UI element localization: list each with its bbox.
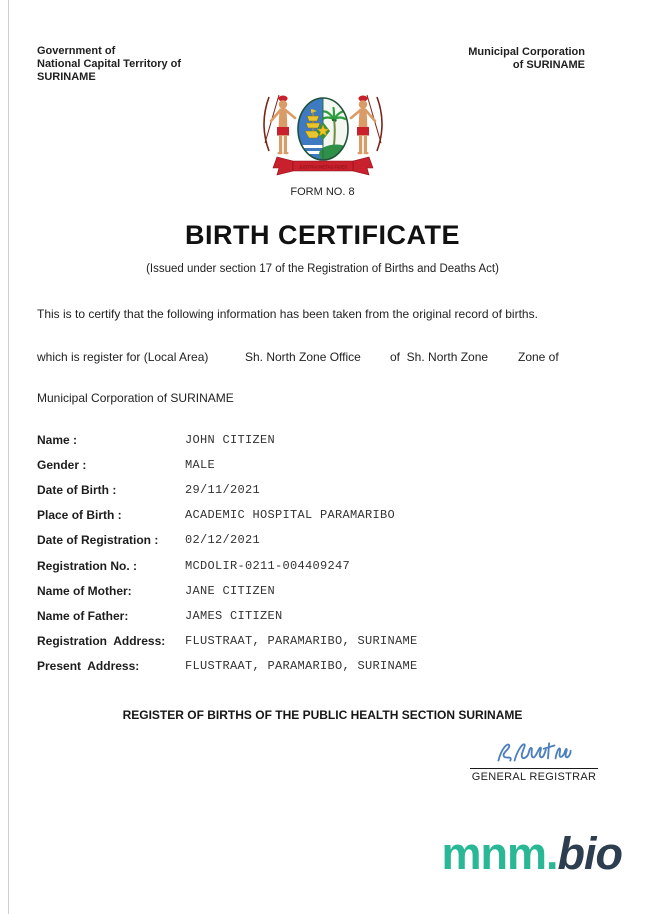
page-title: BIRTH CERTIFICATE [185, 220, 460, 250]
field-value: FLUSTRAAT, PARAMARIBO, SURINAME [185, 659, 418, 674]
field-row-registration-address [37, 629, 597, 654]
register-zone-value: of Sh. North Zone [390, 350, 489, 364]
field-label: Date of Registration : [37, 533, 159, 548]
title-subtext: (Issued under section 17 of the Registration of Births and Deaths Act) [146, 263, 499, 275]
field-label: Present Address: [37, 659, 140, 674]
field-value: 29/11/2021 [185, 482, 261, 497]
field-row-gender [37, 452, 597, 477]
field-row-name [37, 427, 597, 452]
field-row-place-of-birth [37, 503, 597, 528]
field-label: Gender : [37, 457, 87, 472]
issuing-authority-line: National Capital Territory of [37, 58, 182, 70]
certificate-fields [37, 427, 597, 679]
mnm-bio-watermark [442, 828, 623, 880]
field-value: JANE CITIZEN [185, 583, 276, 598]
suriname-coat-of-arms-icon [262, 91, 384, 179]
emblem-motto: JUSTITIA PIETAS FIDES [298, 164, 348, 170]
field-value: MALE [185, 457, 216, 472]
register-of-births-heading: REGISTER OF BIRTHS OF THE PUBLIC HEALTH SECTION SURINAME [122, 708, 523, 722]
issuing-authority-line: SURINAME [37, 71, 96, 83]
form-number: FORM NO. 8 [290, 186, 355, 198]
issuing-authority-left [37, 45, 181, 84]
field-label: Registration Address: [37, 634, 166, 649]
field-row-father-name [37, 603, 597, 628]
registrar-signature [495, 739, 573, 767]
field-row-date-of-registration [37, 528, 597, 553]
field-value: 02/12/2021 [185, 533, 261, 548]
issuing-authority-line: of SURINAME [512, 59, 585, 71]
register-corporation-line: Municipal Corporation of SURINAME [37, 391, 234, 405]
register-office-value: Sh. North Zone Office [245, 350, 361, 364]
field-value: JOHN CITIZEN [185, 432, 276, 447]
field-label: Registration No. : [37, 558, 138, 573]
field-row-present-address [37, 654, 597, 679]
watermark-mnm: mnm. [441, 828, 558, 879]
issuing-authority-right [468, 46, 585, 72]
field-value: JAMES CITIZEN [185, 608, 283, 623]
field-row-mother-name [37, 578, 597, 603]
register-line [0, 350, 645, 366]
field-label: Name of Father: [37, 608, 129, 623]
signatory-title: GENERAL REGISTRAR [471, 771, 597, 783]
scan-edge-line [8, 0, 9, 914]
field-row-registration-no [37, 553, 597, 578]
field-label: Name of Mother: [37, 583, 132, 598]
signature-line [470, 768, 598, 769]
issuing-authority-line: Government of [37, 45, 116, 57]
field-label: Place of Birth : [37, 508, 122, 523]
register-line-label: which is register for (Local Area) [37, 350, 209, 364]
field-value: MCDOLIR-0211-004409247 [185, 558, 351, 573]
issuing-authority-line: Municipal Corporation [468, 46, 585, 58]
field-value: ACADEMIC HOSPITAL PARAMARIBO [185, 508, 396, 523]
certify-statement: This is to certify that the following information has been taken from the original record of births. [37, 307, 538, 321]
register-zone-of-label: Zone of [518, 350, 559, 364]
field-label: Name : [37, 432, 78, 447]
watermark-bio: bio [557, 828, 622, 879]
signature-block [470, 739, 598, 783]
field-label: Date of Birth : [37, 482, 117, 497]
field-row-date-of-birth [37, 477, 597, 502]
field-value: FLUSTRAAT, PARAMARIBO, SURINAME [185, 634, 418, 649]
